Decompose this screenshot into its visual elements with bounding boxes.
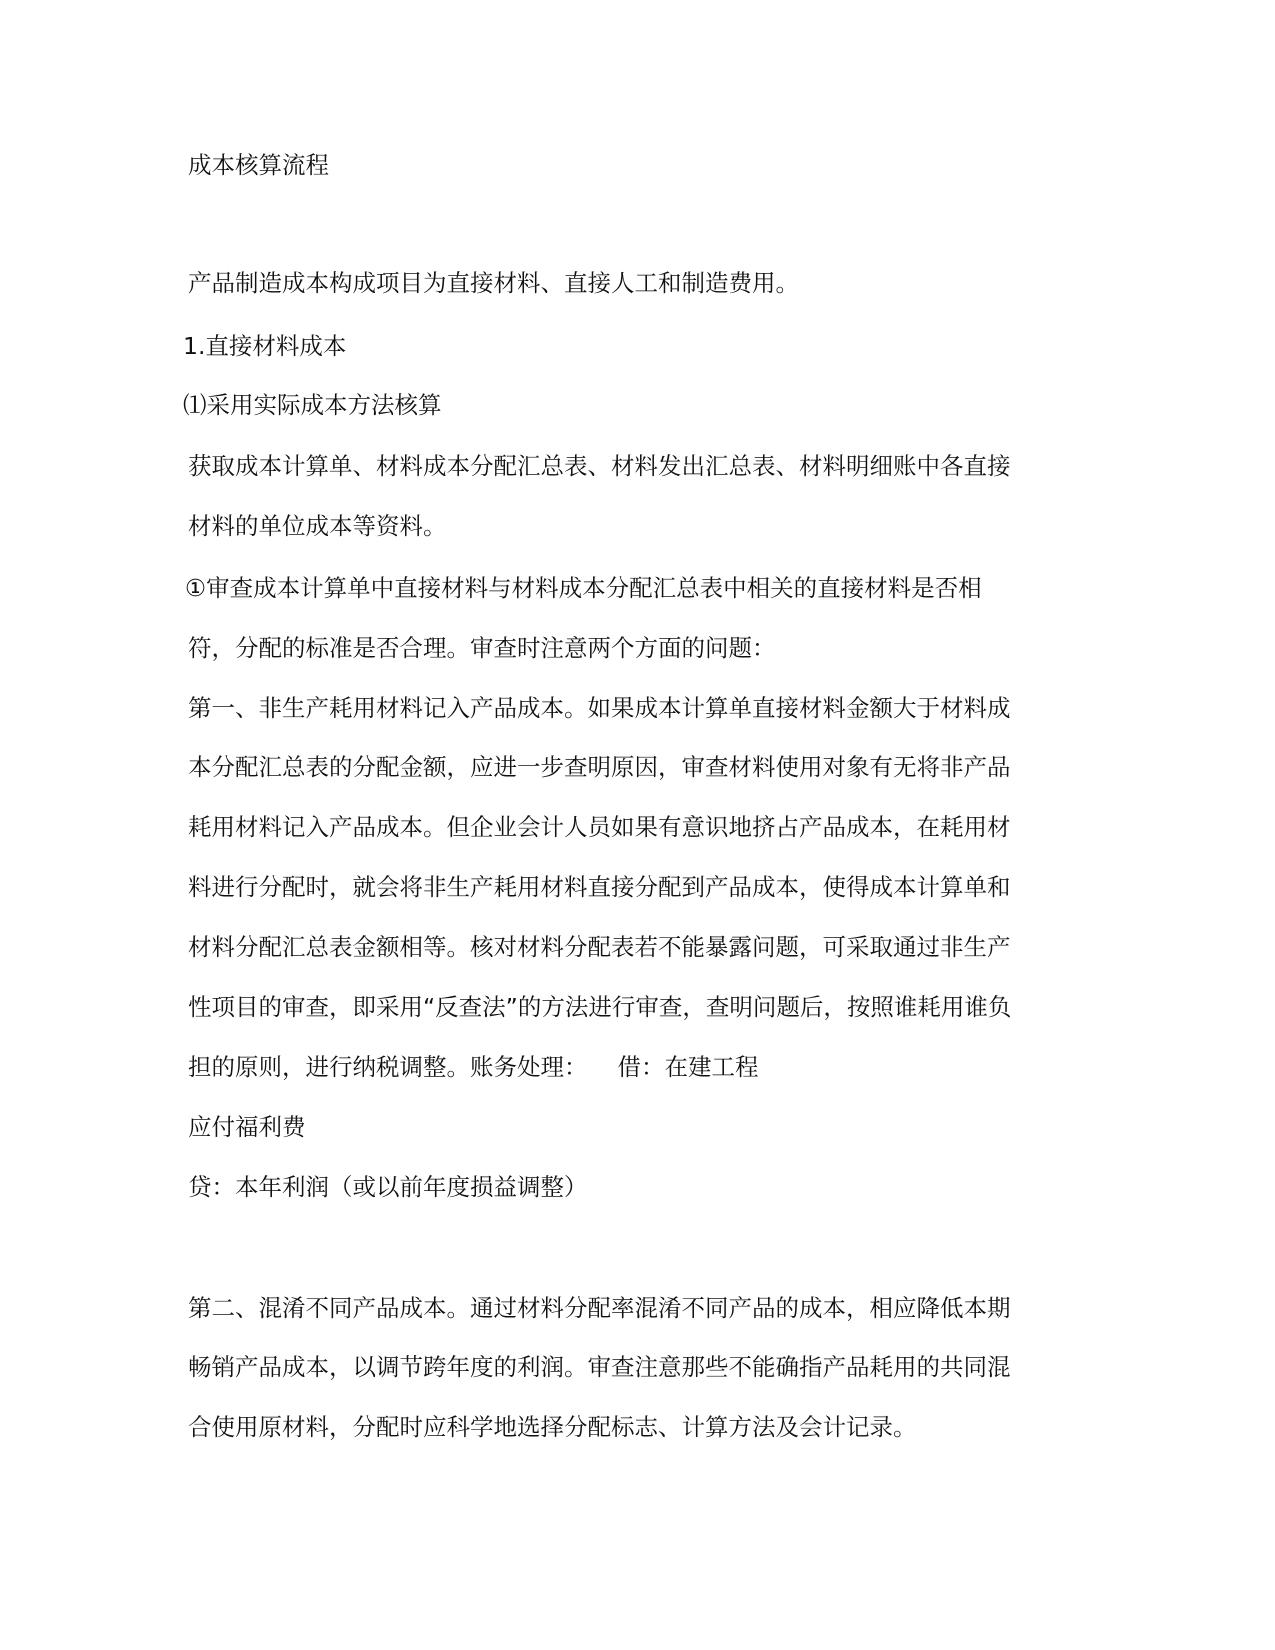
intro-paragraph: 产品制造成本构成项目为直接材料、直接人工和制造费用。 xyxy=(188,269,799,297)
credit-entry: 贷：本年利润（或以前年度损益调整） xyxy=(188,1173,588,1201)
debit-entry: 借：在建工程 xyxy=(617,1053,759,1081)
first-issue-line: 性项目的审查，即采用“反查法”的方法进行审查，查明问题后，按照谁耗用谁负 xyxy=(188,993,1012,1021)
first-issue-line: 第一、非生产耗用材料记入产品成本。如果成本计算单直接材料金额大于材料成 xyxy=(188,694,1011,722)
first-issue-line: 料进行分配时，就会将非生产耗用材料直接分配到产品成本，使得成本计算单和 xyxy=(188,873,1011,901)
first-issue-last-line xyxy=(188,1052,759,1082)
obtain-paragraph-line: 材料的单位成本等资料。 xyxy=(188,512,447,540)
review-paragraph-line: 符，分配的标准是否合理。审查时注意两个方面的问题： xyxy=(188,634,776,662)
second-issue-line: 第二、混淆不同产品成本。通过材料分配率混淆不同产品的成本，相应降低本期 xyxy=(188,1294,1011,1322)
document-title: 成本核算流程 xyxy=(188,151,329,179)
first-issue-line: 耗用材料记入产品成本。但企业会计人员如果有意识地挤占产品成本，在耗用材 xyxy=(188,813,1011,841)
sub-heading: ⑴采用实际成本方法核算 xyxy=(183,391,442,419)
second-issue-line: 合使用原材料，分配时应科学地选择分配标志、计算方法及会计记录。 xyxy=(188,1413,917,1441)
second-issue-line: 畅销产品成本，以调节跨年度的利润。审查注意那些不能确指产品耗用的共同混 xyxy=(188,1353,1011,1381)
debit-entry-second: 应付福利费 xyxy=(188,1113,306,1141)
accounting-treatment-label: 担的原则，进行纳税调整。账务处理： xyxy=(188,1053,588,1081)
review-paragraph-line: ①审查成本计算单中直接材料与材料成本分配汇总表中相关的直接材料是否相 xyxy=(185,574,982,602)
first-issue-line: 材料分配汇总表金额相等。核对材料分配表若不能暴露问题，可采取通过非生产 xyxy=(188,933,1011,961)
obtain-paragraph-line: 获取成本计算单、材料成本分配汇总表、材料发出汇总表、材料明细账中各直接 xyxy=(188,452,1011,480)
first-issue-line: 本分配汇总表的分配金额，应进一步查明原因，审查材料使用对象有无将非产品 xyxy=(188,753,1011,781)
section-heading: 1.直接材料成本 xyxy=(183,332,347,360)
